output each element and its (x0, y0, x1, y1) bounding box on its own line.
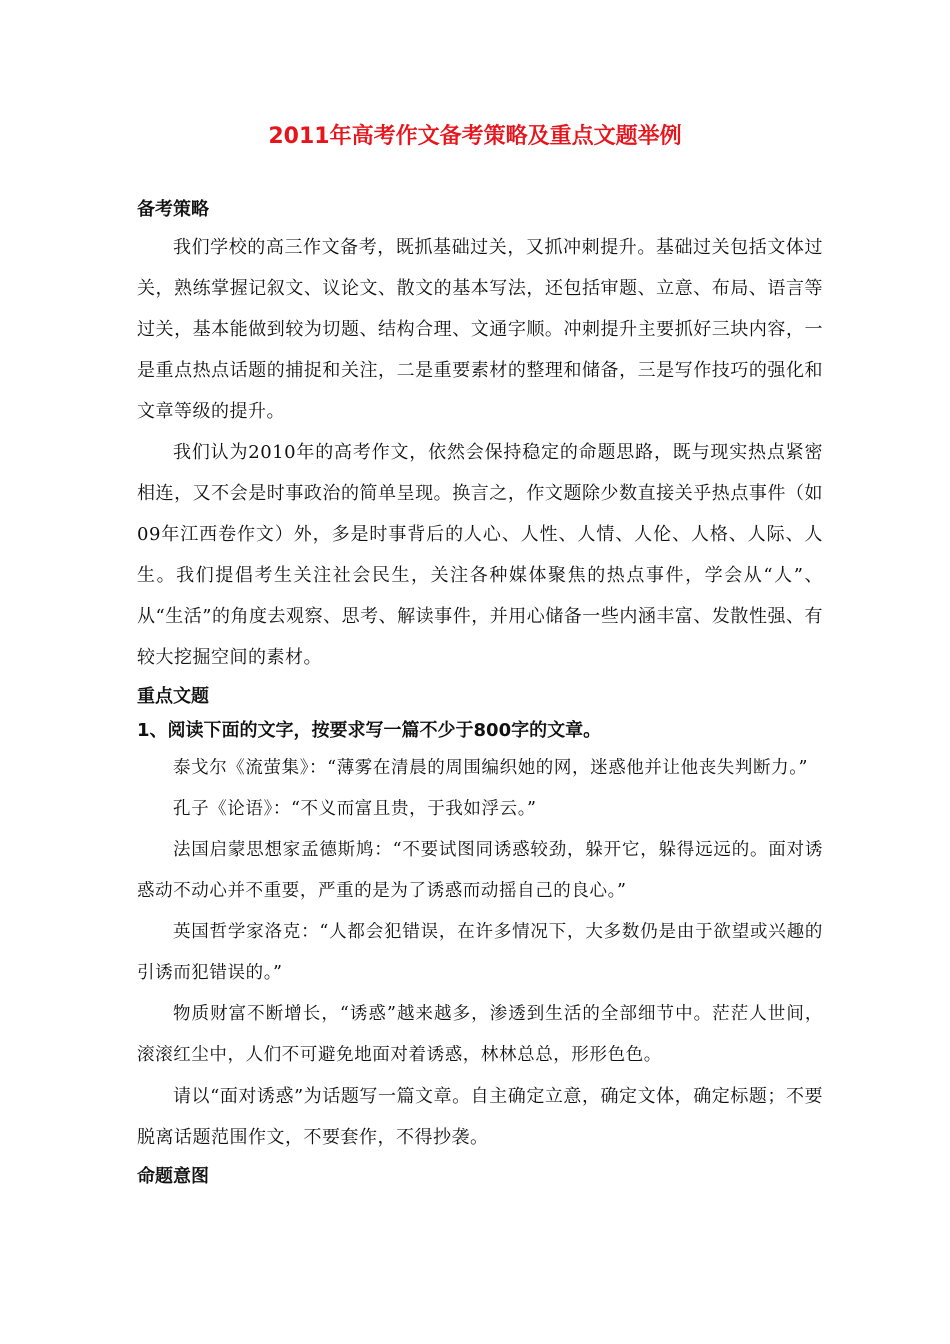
document-title: 2011年高考作文备考策略及重点文题举例 (268, 124, 682, 149)
quote-montesquieu: 法国启蒙思想家孟德斯鸠：“不要试图同诱惑较劲，躲开它，躲得远远的。面对诱惑动不动心并不重要，严重的是为了诱惑而动摇自己的良心。” (137, 840, 823, 901)
document-body (137, 193, 823, 1194)
quote-tagore: 泰戈尔《流萤集》：“薄雾在清晨的周围编织她的网，迷惑他并让他丧失判断力。” (173, 758, 809, 778)
strategy-paragraph-2: 我们认为2010年的高考作文，依然会保持稳定的命题思路，既与现实热点紧密相连，又不会是时事政治的简单呈现。换言之，作文题除少数直接关乎热点事件（如09年江西卷作文）外，多是时事背后的人心、人性、人情、人伦、人格、人际、人生。我们提倡考生关注社会民生，关注各种媒体聚焦的热点事件，学会从“人”、从“生活”的角度去观察、思考、解读事件，并用心储备一些内涵丰富、发散性强、有较大挖掘空间的素材。 (137, 442, 823, 668)
material-paragraph: 物质财富不断增长，“诱惑”越来越多，渗透到生活的全部细节中。茫茫人世间，滚滚红尘中，人们不可避免地面对着诱惑，林林总总，形形色色。 (137, 1004, 823, 1065)
section-heading-strategy: 备考策略 (137, 199, 209, 220)
section-heading-key-topics: 重点文题 (137, 686, 209, 707)
question-1-requirement: 请以“面对诱惑”为话题写一篇文章。自主确定立意，确定文体，确定标题；不要脱离话题范围作文，不要套作，不得抄袭。 (137, 1086, 823, 1148)
question-1-prompt: 1、阅读下面的文字，按要求写一篇不少于800字的文章。 (137, 720, 602, 741)
section-heading-intent: 命题意图 (137, 1166, 209, 1187)
quote-locke: 英国哲学家洛克：“人都会犯错误，在许多情况下，大多数仍是由于欲望或兴趣的引诱而犯错误的。” (137, 922, 823, 983)
strategy-paragraph-1: 我们学校的高三作文备考，既抓基础过关，又抓冲刺提升。基础过关包括文体过关，熟练掌握记叙文、议论文、散文的基本写法，还包括审题、立意、布局、语言等过关，基本能做到较为切题、结构合理、文通字顺。冲刺提升主要抓好三块内容，一是重点热点话题的捕捉和关注，二是重要素材的整理和储备，三是写作技巧的强化和文章等级的提升。 (137, 237, 823, 422)
quote-confucius: 孔子《论语》：“不义而富且贵，于我如浮云。” (173, 799, 537, 819)
